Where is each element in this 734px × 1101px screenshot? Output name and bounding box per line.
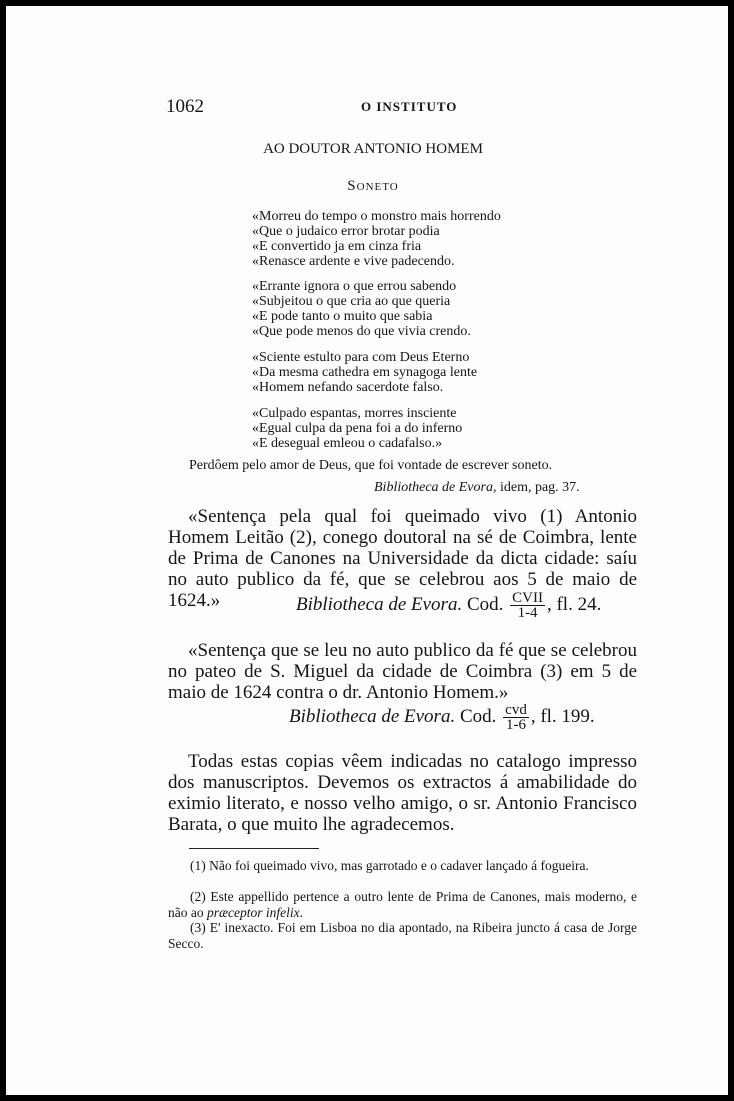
verse-line: «Sciente estulto para com Deus Eterno — [252, 350, 470, 365]
verse-line: «Renasce ardente e vive padecendo. — [252, 254, 455, 269]
poem-source-title: Bibliotheca de Evora, — [374, 480, 497, 495]
citation-1-title: Bibliotheca de Evora. — [296, 593, 463, 615]
footnote-1: (1) Não foi queimado vivo, mas garrotado e o cadaver lançado á fogueira. — [190, 858, 589, 873]
footnote-2-italic: præceptor infelix — [206, 905, 300, 920]
verse-line: «Que pode menos do que vivia crendo. — [252, 324, 471, 339]
verse-line: «Que o judaico error brotar podia — [252, 224, 440, 239]
fraction-denominator: 1-4 — [517, 605, 538, 621]
poem-note: Perdôem pelo amor de Deus, que foi vontade de escrever soneto. — [189, 458, 553, 473]
poem-source — [374, 480, 580, 496]
paragraph-sentence-1: «Sentença pela qual foi queimado vivo (1) Antonio Homem Leitão (2), conego doutoral na sé de Coimbra, lente de Prima de Canones na Universidade da dicta cidade: saíu no auto publico da fé, que se celebrou aos 5 de maio de 1624.» — [168, 506, 637, 611]
poem-subtitle: Soneto — [347, 178, 399, 194]
citation-1-fraction — [510, 591, 545, 620]
footnote-2-text: (2) Este appellido pertence a outro lente de Prima de Canones, mais moderno, e não ao — [168, 889, 637, 920]
fraction-numerator: CVII — [512, 590, 543, 606]
citation-2-fraction — [503, 703, 529, 732]
page-number: 1062 — [166, 96, 204, 117]
verse-line: «Errante ignora o que errou sabendo — [252, 279, 457, 294]
citation-1 — [296, 591, 601, 620]
paragraph-acknowledgement: Todas estas copias vêem indicadas no catalogo impresso dos manuscriptos. Devemos os extractos á amabilidade do eximio literato, e nosso velho amigo, o sr. Antonio Francisco Barata, o que muito lhe agradecemos. — [168, 751, 637, 835]
verse-line: «Egual culpa da pena foi a do inferno — [252, 421, 463, 436]
verse-line: «Culpado espantas, morres insciente — [252, 406, 457, 421]
verse-line: «Homem nefando sacerdote falso. — [252, 380, 444, 395]
poem-title: AO DOUTOR ANTONIO HOMEM — [263, 141, 483, 157]
stanza-3 — [252, 350, 477, 395]
stanza-2 — [252, 279, 471, 339]
verse-line: «Morreu do tempo o monstro mais horrendo — [252, 209, 501, 224]
verse-line: «Subjeitou o que cria ao que queria — [252, 294, 451, 309]
stanza-1 — [252, 209, 501, 269]
citation-2-cod: Cod. — [455, 705, 502, 727]
fraction-denominator: 1-6 — [505, 717, 526, 733]
footnote-3: (3) E' inexacto. Foi em Lisboa no dia apontado, na Ribeira juncto á casa de Jorge Secco. — [168, 920, 637, 951]
poem-source-ref: idem, pag. 37. — [496, 480, 580, 495]
paragraph-sentence-2: «Sentença que se leu no auto publico da fé que se celebrou no pateo de S. Miguel da cidade de Coimbra (3) em 5 de maio de 1624 contra o dr. Antonio Homem.» — [168, 640, 637, 703]
verse-line: «E desegual emleou o cadafalso.» — [252, 436, 443, 451]
stanza-4 — [252, 406, 462, 451]
verse-line: «E pode tanto o muito que sabia — [252, 309, 433, 324]
citation-2-folio: , fl. 199. — [530, 705, 595, 727]
verse-line: «Da mesma cathedra em synagoga lente — [252, 365, 478, 380]
footnote-2 — [168, 889, 637, 921]
running-title: O INSTITUTO — [361, 99, 458, 114]
footnote-divider — [189, 848, 319, 849]
citation-2-title: Bibliotheca de Evora. — [289, 705, 456, 727]
fraction-numerator: cvd — [505, 702, 527, 718]
footnote-2-end: . — [299, 905, 303, 920]
citation-1-folio: , fl. 24. — [546, 593, 602, 615]
citation-2 — [289, 703, 595, 732]
citation-1-cod: Cod. — [462, 593, 509, 615]
verse-line: «E convertido ja em cinza fria — [252, 239, 422, 254]
